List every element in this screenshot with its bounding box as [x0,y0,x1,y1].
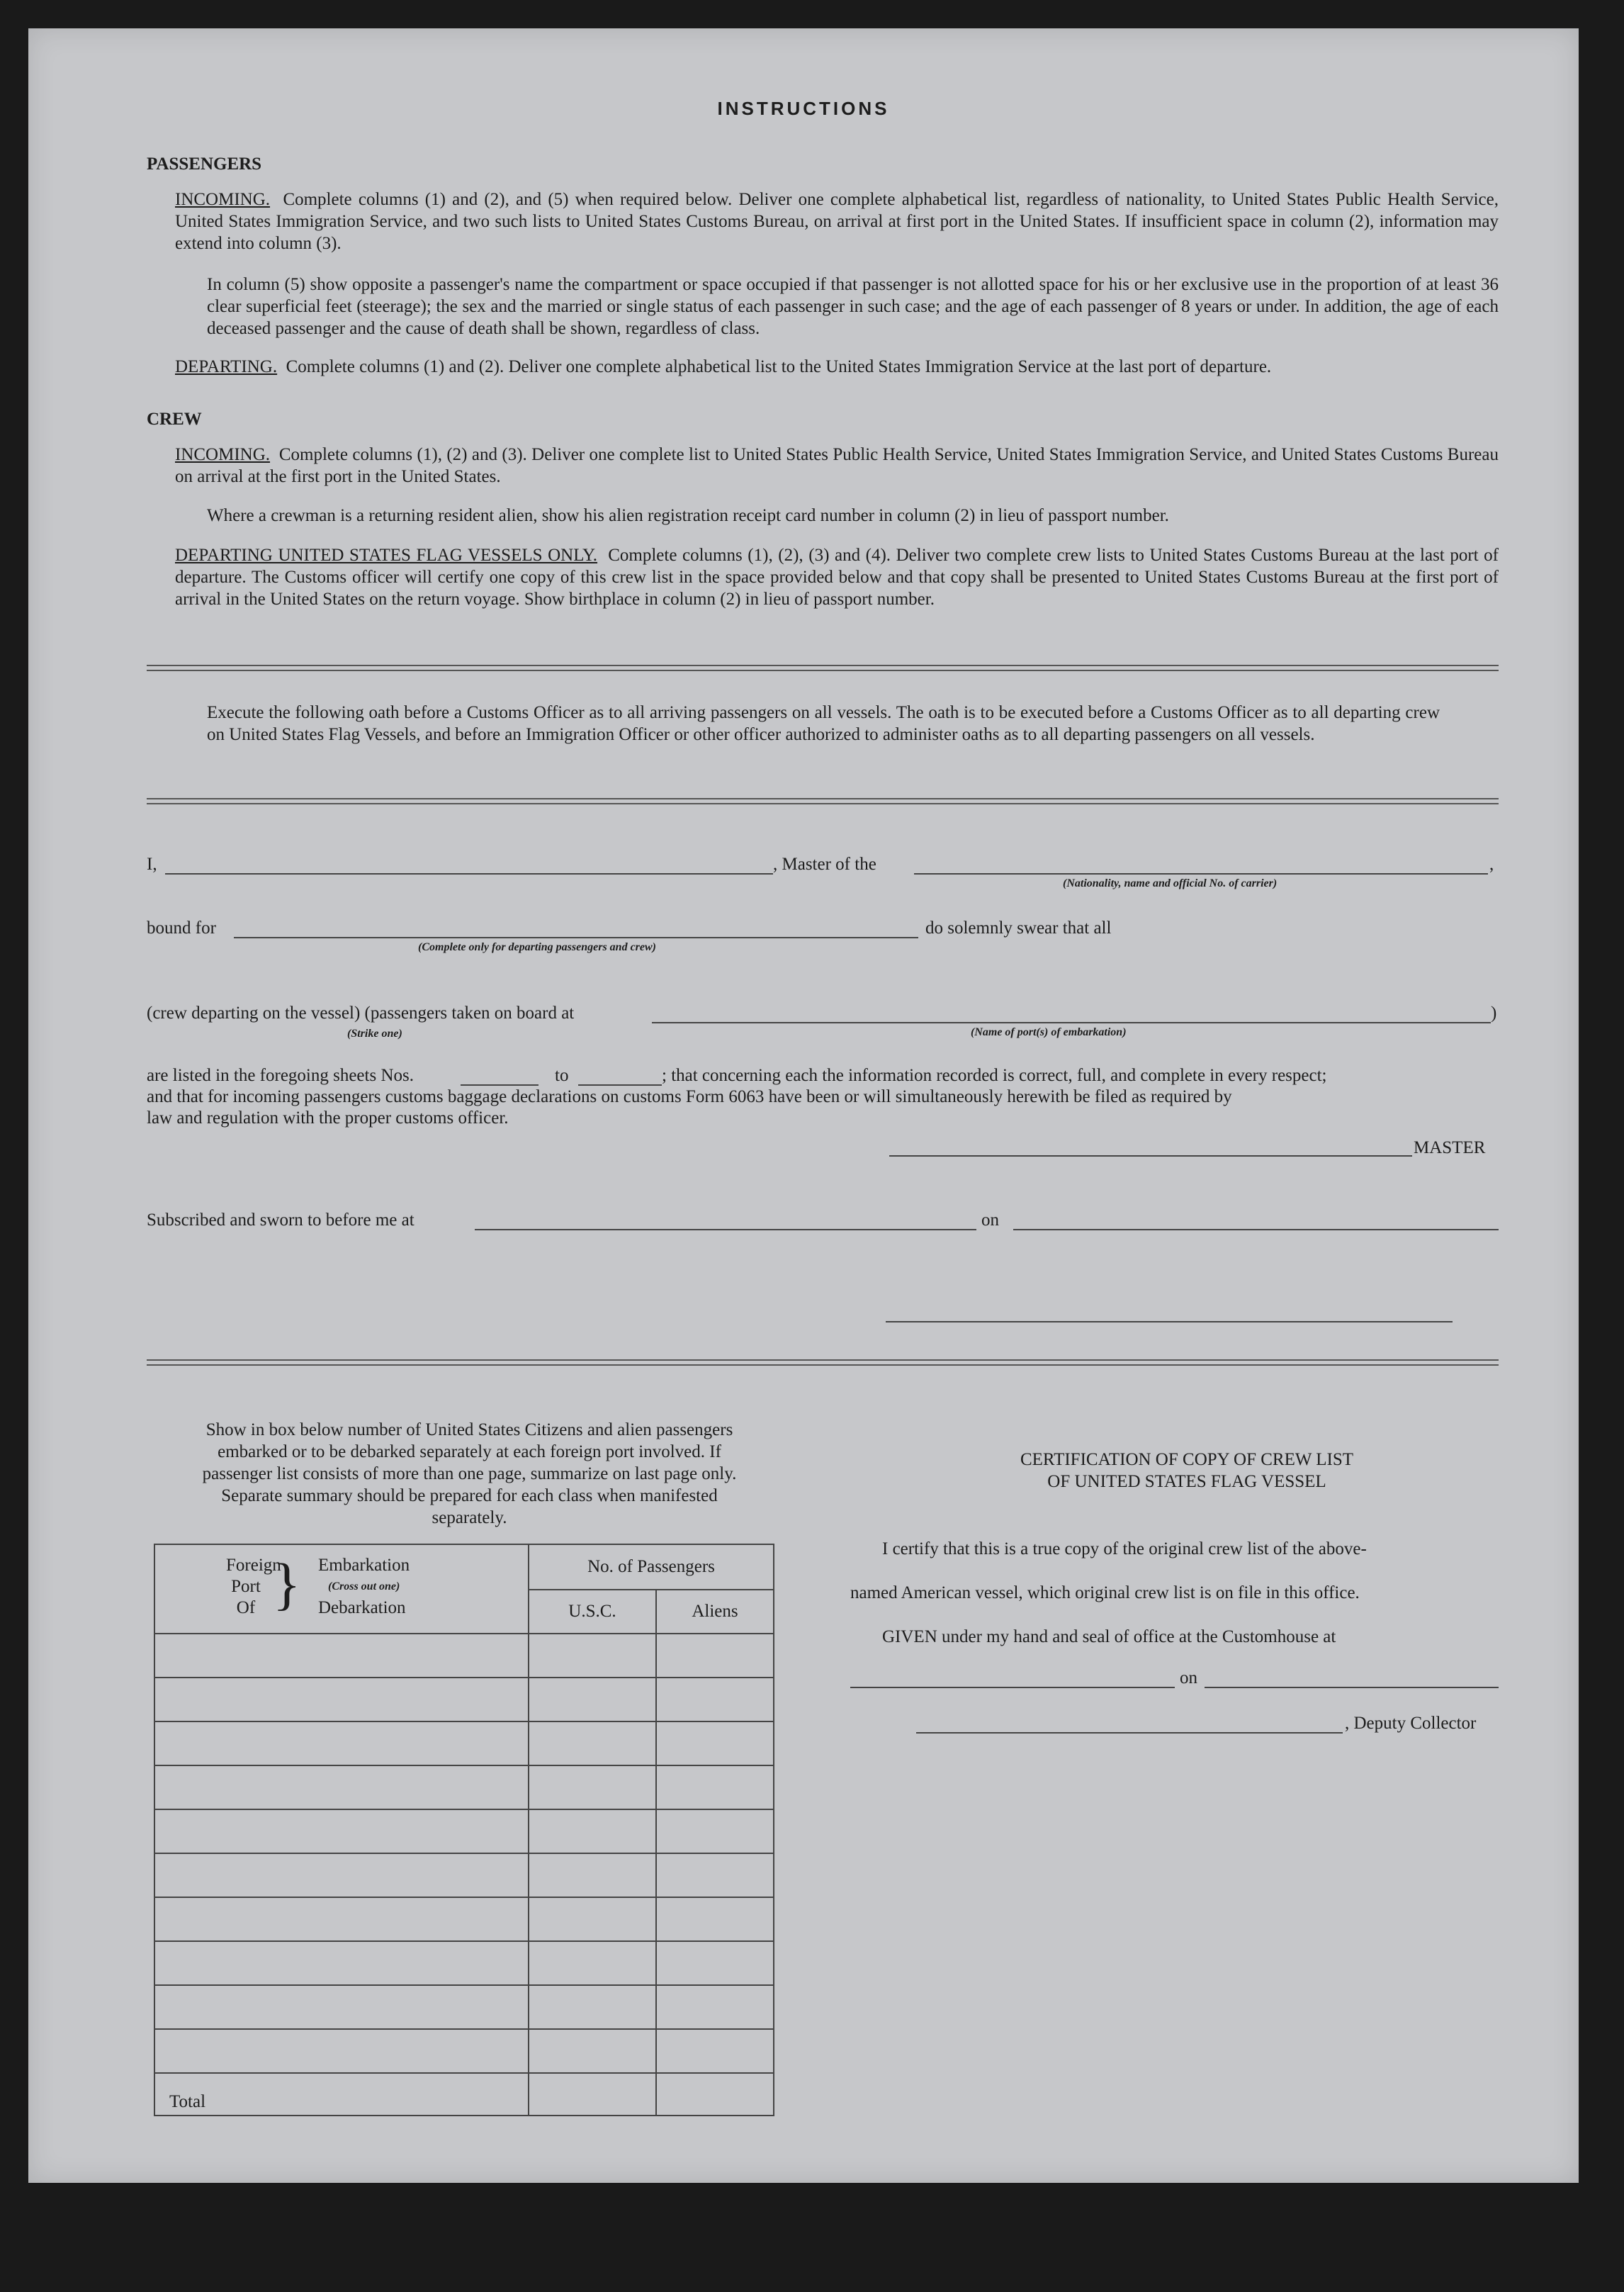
aliens-cell[interactable] [656,1985,774,2029]
passengers-incoming-body: Complete columns (1) and (2), and (5) when required below. Deliver one complete alphabetical list, regardless of nationality, to United States Public Health Service, United States Immigration Service, and two such lists to United States Customs Bureau, on arrival at first port in the United States. If insufficient space in column (2), information may extend into column (3). [175,190,1499,253]
section-divider [147,798,1499,804]
aliens-cell[interactable] [656,1721,774,1765]
close-paren: ) [1491,1004,1497,1023]
passenger-summary-table [154,1544,774,2116]
port-caption: (Name of port(s) of embarkation) [971,1026,1127,1038]
listed-rest: ; that concerning each the information recorded is correct, full, and complete in every respect; [662,1066,1327,1085]
usc-cell[interactable] [529,1721,656,1765]
usc-cell[interactable] [529,1765,656,1809]
crew-incoming-label: INCOMING. [175,445,271,464]
passengers-column5-text: In column (5) show opposite a passenger's name the compartment or space occupied if that passenger is not allotted space for his or her exclusive use in the proportion of at least 36 clear superficial feet (steerage); the sex and the married or single status of each passenger in such case; and the age of each passenger of 8 years or under. In addition, the age of each deceased passenger and the cause of death shall be shown, regardless of class. [207,275,1499,338]
summary-instructions: Show in box below number of United States Citizens and alien passengers embarked or to be debarked separately at each foreign port involved. If passenger list consists of more than one page, summarize on last page only. Separate summary should be prepared for each class when manifested separately. [202,1420,737,1527]
bound-for-field[interactable] [234,937,918,938]
crew-incoming-text [175,444,1499,488]
usc-cell[interactable] [529,1897,656,1941]
sworn-place-field[interactable] [475,1229,976,1230]
port-cell[interactable] [154,1809,529,1853]
certification-title-line1: CERTIFICATION OF COPY OF CREW LIST [1020,1450,1354,1469]
port-cell[interactable] [154,1941,529,1985]
certification-date-field[interactable] [1205,1687,1499,1688]
port-cell[interactable] [154,1897,529,1941]
no-passengers-header: No. of Passengers [529,1544,774,1590]
sworn-date-field[interactable] [1013,1229,1499,1230]
aliens-cell[interactable] [656,1678,774,1721]
embarkation-port-field[interactable] [652,1022,1491,1023]
swear-label: do solemnly swear that all [925,919,1112,938]
aliens-cell[interactable] [656,1897,774,1941]
port-cell[interactable] [154,1678,529,1721]
usc-cell[interactable] [529,1809,656,1853]
usc-header: U.S.C. [529,1590,656,1634]
customhouse-field[interactable] [850,1687,1175,1688]
port-cell[interactable] [154,2029,529,2073]
passengers-incoming-label: INCOMING. [175,190,271,209]
usc-cell[interactable] [529,1985,656,2029]
section-divider [147,665,1499,671]
usc-cell[interactable] [529,2029,656,2073]
officer-signature-field[interactable] [886,1321,1453,1322]
port-cell[interactable] [154,1985,529,2029]
certification-title-line2: OF UNITED STATES FLAG VESSEL [1047,1472,1326,1491]
aliens-total-cell[interactable] [656,2073,774,2116]
crew-alien-text: Where a crewman is a returning resident alien, show his alien registration receipt card number in column (2) in lieu of passport number. [207,506,1169,525]
strike-one-caption: (Strike one) [347,1028,402,1040]
crew-passengers-label: (crew departing on the vessel) (passengers taken on board at [147,1004,575,1023]
passengers-departing-label: DEPARTING. [175,357,278,376]
certification-title [868,1449,1506,1493]
deputy-collector-label: , Deputy Collector [1345,1714,1477,1733]
master-name-field[interactable] [165,873,773,875]
master-label: MASTER [1414,1138,1486,1157]
port-cell[interactable] [154,1765,529,1809]
certification-on-label: on [1180,1668,1197,1687]
certification-given: GIVEN under my hand and seal of office at the Customhouse at [882,1627,1336,1646]
port-cell[interactable] [154,1721,529,1765]
crew-departing-label: DEPARTING UNITED STATES FLAG VESSELS ONLY. [175,546,598,565]
carrier-field[interactable] [914,873,1488,875]
subscribed-label: Subscribed and sworn to before me at [147,1210,415,1230]
passengers-departing-text [175,356,1499,378]
passengers-departing-body: Complete columns (1) and (2). Deliver one complete alphabetical list to the United States Immigration Service at the last port of departure. [286,357,1272,376]
deputy-signature-field[interactable] [916,1732,1343,1734]
crew-incoming-body: Complete columns (1), (2) and (3). Deliver one complete list to United States Public Health Service, United States Immigration Service, and United States Customs Bureau on arrival at the first port in the United States. [175,445,1499,486]
usc-total-cell[interactable] [529,2073,656,2116]
aliens-cell[interactable] [656,2029,774,2073]
certification-line1: I certify that this is a true copy of the original crew list of the above- [882,1539,1367,1558]
port-label: Port [231,1577,261,1596]
crew-departing-body: Complete columns (1), (2), (3) and (4). Deliver two complete crew lists to United States Customs Bureau at the last port of departure. The Customs officer will certify one copy of this crew list in the space provided below and that copy shall be presented to United States Customs Bureau at the first port of arrival in the United States on the return voyage. Show birthplace in column (2) in lieu of passport number. [175,546,1499,609]
sheet-from-field[interactable] [461,1084,538,1086]
section-divider [147,1359,1499,1366]
aliens-cell[interactable] [656,1853,774,1897]
crew-departing-text [175,544,1499,610]
master-of-label: , Master of the [773,855,876,874]
comma: , [1489,855,1494,874]
foreign-label: Foreign [226,1556,281,1575]
aliens-cell[interactable] [656,1765,774,1809]
debarkation-label: Debarkation [318,1598,406,1617]
aliens-header: Aliens [656,1590,774,1634]
brace: } [273,1551,301,1616]
cross-out-caption: (Cross out one) [328,1580,400,1592]
passengers-heading: PASSENGERS [147,155,262,174]
usc-cell[interactable] [529,1853,656,1897]
usc-cell[interactable] [529,1941,656,1985]
page-title: INSTRUCTIONS [717,98,890,119]
sworn-on-label: on [981,1210,999,1230]
form-page [28,28,1579,2183]
aliens-cell[interactable] [656,1941,774,1985]
total-label: Total [154,2073,529,2116]
listed-prefix: are listed in the foregoing sheets Nos. [147,1066,414,1085]
aliens-cell[interactable] [656,1809,774,1853]
sheet-to-field[interactable] [578,1084,662,1086]
master-signature-field[interactable] [889,1155,1412,1157]
oath-line2: and that for incoming passengers customs baggage declarations on customs Form 6063 have been or will simultaneously herewith be filed as required by [147,1087,1232,1106]
port-cell[interactable] [154,1853,529,1897]
carrier-caption: (Nationality, name and official No. of carrier) [1063,877,1278,889]
of-label: Of [236,1598,256,1617]
oath-instructions: Execute the following oath before a Customs Officer as to all arriving passengers on all vessels. The oath is to be executed before a Customs Officer as to all departing crew on United States Flag Vessels, and before an Immigration Officer or other officer authorized to administer oaths as to all departing passengers on all vessels. [207,703,1440,744]
usc-cell[interactable] [529,1678,656,1721]
oath-i-label: I, [147,855,157,874]
certification-line2: named American vessel, which original crew list is on file in this office. [850,1583,1360,1602]
embarkation-label: Embarkation [318,1556,410,1575]
oath-line3: law and regulation with the proper customs officer. [147,1108,509,1128]
aliens-cell[interactable] [656,1634,774,1678]
crew-heading: CREW [147,410,202,429]
port-cell[interactable] [154,1634,529,1678]
usc-cell[interactable] [529,1634,656,1678]
bound-for-caption: (Complete only for departing passengers and crew) [418,941,656,953]
port-header-cell [154,1544,529,1634]
bound-for-label: bound for [147,919,216,938]
listed-to: to [555,1066,569,1085]
passengers-incoming-text [175,189,1499,254]
